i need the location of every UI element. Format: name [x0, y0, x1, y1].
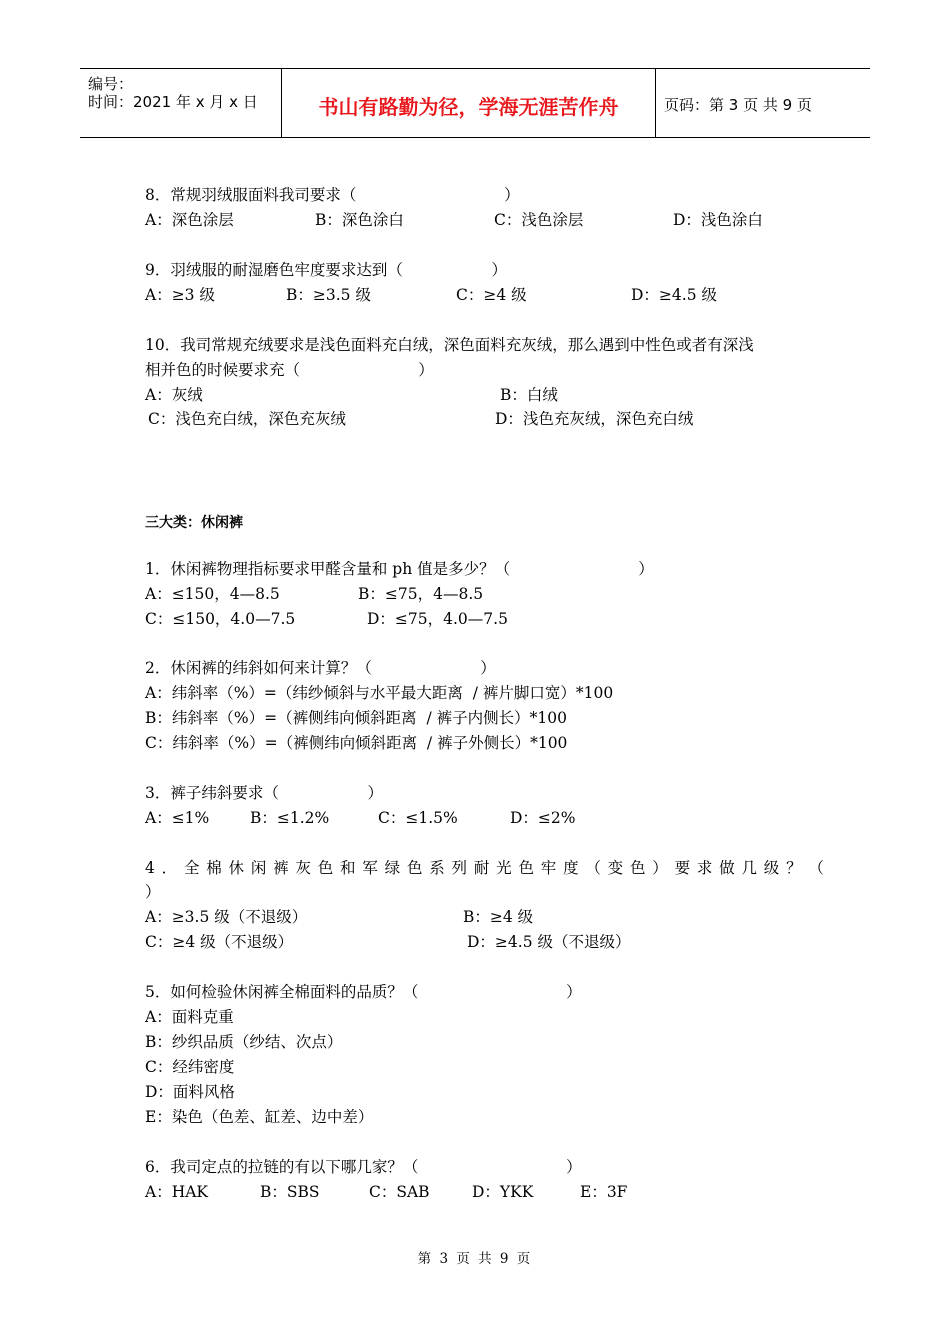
option-c: C：纬斜率（%）=（裤侧纬向倾斜距离 / 裤子外侧长）*100 — [145, 734, 568, 752]
header-left-cell — [80, 69, 282, 137]
option-c: C：浅色充白绒，深色充灰绒 — [148, 410, 346, 428]
option-c: C：浅色涂层 — [494, 211, 584, 229]
option-a: A：HAK — [145, 1183, 208, 1201]
page-footer: 第 3 页 共 9 页 — [417, 1251, 533, 1267]
option-b: B：白绒 — [500, 386, 558, 404]
question-stem-continued: ） — [145, 883, 161, 901]
option-d: D：≥4.5 级 — [631, 286, 717, 304]
question-stem-continued: 相并色的时候要求充（ ） — [145, 361, 434, 379]
option-a: A：≤150，4—8.5 — [145, 585, 280, 603]
question-stem: 5．如何检验休闲裤全棉面料的品质？（ ） — [145, 983, 582, 1001]
option-e: E：3F — [580, 1183, 628, 1201]
header-motto: 书山有路勤为径，学海无涯苦作舟 — [318, 95, 619, 119]
option-c: C：SAB — [369, 1183, 430, 1201]
option-d: D：≥4.5 级（不退级） — [467, 933, 631, 951]
option-c: C：≥4 级（不退级） — [145, 933, 294, 951]
option-d: D：浅色涂白 — [673, 211, 763, 229]
document-date: 时间：2021 年 x 月 x 日 — [88, 93, 258, 111]
option-d: D：浅色充灰绒，深色充白绒 — [495, 410, 694, 428]
question-stem: 9．羽绒服的耐湿磨色牢度要求达到（ ） — [145, 261, 508, 279]
option-a: A：≥3 级 — [145, 286, 215, 304]
option-c: C：≤150，4.0—7.5 — [145, 610, 296, 628]
section-title: 三大类：休闲裤 — [145, 515, 243, 531]
option-b: B：纬斜率（%）=（裤侧纬向倾斜距离 / 裤子内侧长）*100 — [145, 709, 567, 727]
page-header — [80, 68, 870, 138]
option-b: B：≤75，4—8.5 — [358, 585, 484, 603]
option-d: D：≤75，4.0—7.5 — [367, 610, 508, 628]
question-stem: 1．休闲裤物理指标要求甲醛含量和 ph 值是多少？（ ） — [145, 560, 654, 578]
header-middle-cell — [282, 69, 656, 137]
option-b: B：SBS — [260, 1183, 320, 1201]
option-d: D：面料风格 — [145, 1083, 235, 1101]
option-a: A：纬斜率（%）=（纬纱倾斜与水平最大距离 / 裤片脚口宽）*100 — [145, 684, 614, 702]
option-b: B：纱织品质（纱结、次点） — [145, 1033, 343, 1051]
option-b: B：≥4 级 — [463, 908, 534, 926]
question-stem: 6．我司定点的拉链的有以下哪几家？（ ） — [145, 1158, 582, 1176]
question-stem: 3．裤子纬斜要求（ ） — [145, 784, 384, 802]
header-right-cell — [656, 69, 870, 137]
document-number-label: 编号： — [88, 75, 134, 93]
option-a: A：深色涂层 — [145, 211, 234, 229]
option-a: A：≤1% — [145, 809, 210, 827]
option-c: C：≤1.5% — [378, 809, 458, 827]
question-stem: 10．我司常规充绒要求是浅色面料充白绒，深色面料充灰绒，那么遇到中性色或者有深浅 — [145, 336, 754, 354]
option-c: C：≥4 级 — [456, 286, 527, 304]
option-b: B：深色涂白 — [315, 211, 404, 229]
question-stem: 4．全棉休闲裤灰色和军绿色系列耐光色牢度（变色）要求做几级？（ — [145, 859, 831, 877]
option-b: B：≤1.2% — [250, 809, 330, 827]
option-c: C：经纬密度 — [145, 1058, 235, 1076]
header-page-info: 页码：第 3 页 共 9 页 — [664, 96, 812, 114]
option-a: A：≥3.5 级（不退级） — [145, 908, 308, 926]
option-b: B：≥3.5 级 — [286, 286, 371, 304]
option-e: E：染色（色差、缸差、边中差） — [145, 1108, 374, 1126]
option-d: D：≤2% — [510, 809, 576, 827]
option-a: A：灰绒 — [145, 386, 203, 404]
question-stem: 2．休闲裤的纬斜如何来计算？（ ） — [145, 659, 496, 677]
question-stem: 8．常规羽绒服面料我司要求（ ） — [145, 186, 520, 204]
option-a: A：面料克重 — [145, 1008, 234, 1026]
option-d: D：YKK — [472, 1183, 534, 1201]
